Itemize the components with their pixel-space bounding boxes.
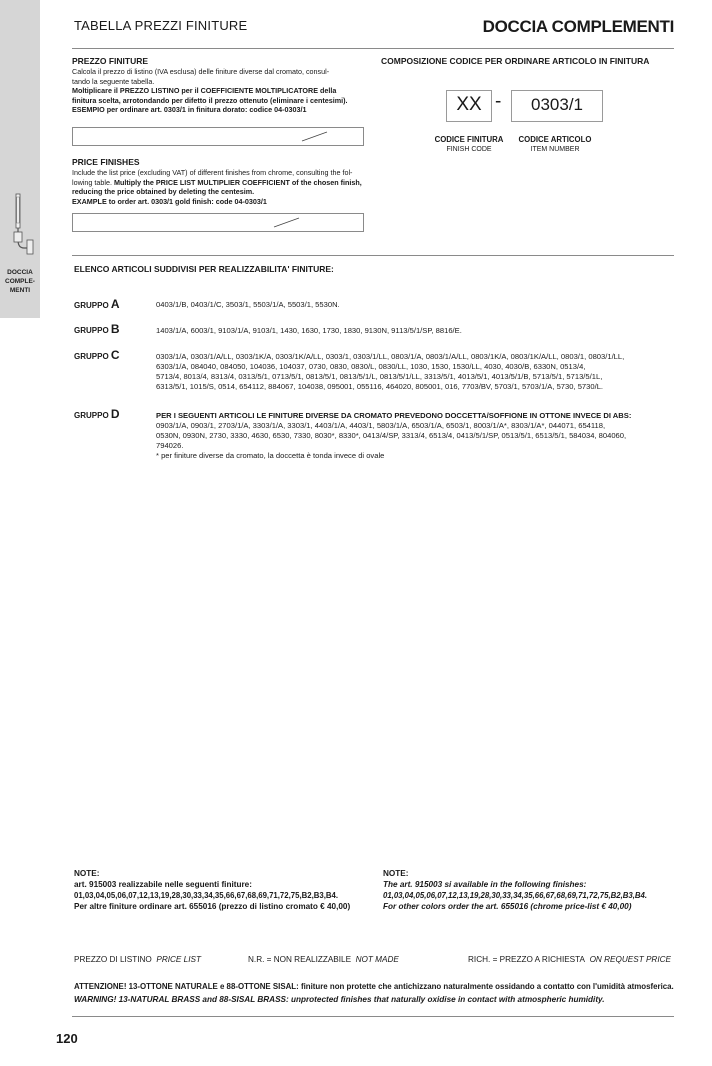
- page-number: 120: [56, 1031, 78, 1046]
- gruppo-d-label: [74, 407, 120, 421]
- note-en-line1: The art. 915003 si available in the following finishes:: [383, 880, 587, 889]
- section-divider: [72, 255, 674, 256]
- price-body: [72, 168, 372, 206]
- note-en-line2: 01,03,04,05,06,07,12,13,19,28,30,33,34,35,66,67,68,69,71,72,75,B2,B3,B4.: [383, 891, 648, 900]
- legend-on-request: [468, 955, 671, 964]
- price-slash-icon: [272, 215, 302, 229]
- legend-not-made-en: NOT MADE: [355, 955, 399, 964]
- warning-english: WARNING! 13-NATURAL BRASS and 88-SISAL BRASS: unprotected finishes that naturally oxidise in contact with atmospheric humidity.: [74, 995, 605, 1004]
- sidebar-label-line1: DOCCIA: [7, 269, 33, 276]
- footer-divider: [72, 1016, 674, 1017]
- item-number-caption: [510, 135, 600, 155]
- note-en-title: NOTE:: [383, 869, 409, 878]
- gruppo-d-footnote: * per finiture diverse da cromato, la doccetta è tonda invece di ovale: [156, 451, 385, 460]
- gruppo-d-line1: 0903/1/A, 0903/1, 2703/1/A, 3303/1/A, 3303/1, 4403/1/A, 4403/1, 5803/1/A, 6503/1/A, 6503/1, 8003/1/A*, 8303/1/A*, 044071, 654118,: [156, 421, 606, 430]
- price-line2-wrap: [72, 178, 372, 188]
- item-number-box: 0303/1: [511, 90, 603, 122]
- legend-on-request-en: ON REQUEST PRICE: [589, 955, 671, 964]
- gruppo-a-letter: A: [110, 297, 120, 311]
- prezzo-line5: ESEMPIO per ordinare art. 0303/1 in finitura dorato: codice 04-0303/1: [72, 105, 307, 115]
- gruppo-d-text: [156, 411, 676, 461]
- note-en-line3: For other colors order the art. 655016 (chrome price-list € 40,00): [383, 902, 632, 911]
- finish-code-box: XX: [446, 90, 492, 122]
- prezzo-line1: Calcola il prezzo di listino (IVA esclusa) delle finiture diverse dal cromato, consul-: [72, 67, 330, 76]
- legend-price-list-en: PRICE LIST: [156, 955, 201, 964]
- prezzo-line3: Moltiplicare il PREZZO LISTINO per il COEFFICIENTE MOLTIPLICATORE della: [72, 86, 337, 96]
- gruppo-b-letter: B: [110, 322, 120, 336]
- gruppo-d-letter: D: [110, 407, 120, 421]
- gruppo-d-line3: 794026.: [156, 441, 184, 450]
- legend-not-made-it: N.R. = NON REALIZZABILE: [248, 955, 352, 964]
- gruppo-c-letter: C: [110, 348, 120, 362]
- note-it-line3: Per altre finiture ordinare art. 655016 (prezzo di listino cromato € 40,00): [74, 902, 351, 911]
- note-it-title: NOTE:: [74, 869, 100, 878]
- gruppo-b-prefix: GRUPPO: [74, 326, 111, 335]
- gruppo-c-prefix: GRUPPO: [74, 352, 111, 361]
- item-number-caption-en: ITEM NUMBER: [530, 146, 580, 153]
- warning-italian: ATTENZIONE! 13-OTTONE NATURALE e 88-OTTONE SISAL: finiture non protette che antichizzano naturalmente ossidando a contatto con l'umidità atmosferica.: [74, 982, 674, 991]
- sidebar-label-line2: COMPLE-: [5, 278, 35, 285]
- price-line4: EXAMPLE to order art. 0303/1 gold finish: code 04-0303/1: [72, 196, 267, 206]
- gruppo-d-prefix: GRUPPO: [74, 411, 111, 420]
- gruppo-a-label: [74, 297, 120, 311]
- price-line2b: Multiply the PRICE LIST MULTIPLIER COEFFICIENT of the chosen finish,: [111, 177, 362, 187]
- legend-price-list-it: PREZZO DI LISTINO: [74, 955, 152, 964]
- gruppo-c-line4: 6313/5/1, 1015/S, 0514, 654112, 884067, 104038, 095001, 055116, 464020, 805001, 016, 7703/BV, 5703/1, 5703/1/A, 5730, 5730/L.: [156, 382, 604, 391]
- price-line1: Include the list price (excluding VAT) of different finishes from chrome, consulting the fol-: [72, 168, 353, 177]
- page-title-right: DOCCIA COMPLEMENTI: [482, 17, 674, 36]
- prezzo-body: [72, 67, 372, 115]
- price-result-box: [72, 213, 364, 232]
- composizione-title: COMPOSIZIONE CODICE PER ORDINARE ARTICOLO IN FINITURA: [381, 56, 650, 66]
- item-number-caption-it: CODICE ARTICOLO: [518, 135, 592, 144]
- code-dash: -: [495, 91, 502, 112]
- hand-shower-icon: [8, 192, 36, 258]
- gruppo-c-line2: 6303/1/A, 084040, 084050, 104036, 104037, 0730, 0830, 0830/L, 0830/LL, 1030, 1530, 1530/LL, 4030, 4030/B, 6330N, 0513/4,: [156, 362, 586, 371]
- gruppo-c-line3: 5713/4, 8013/4, 8313/4, 0313/5/1, 0713/5/1, 0813/5/1, 0813/5/1/L, 0813/5/1/LL, 3313/5/1, 4013/5/1, 4013/5/1/B, 5713/5/1, 5713/5/1L,: [156, 372, 603, 381]
- gruppo-c-label: [74, 348, 120, 362]
- note-it-line2: 01,03,04,05,06,07,12,13,19,28,30,33,34,35,66,67,68,69,71,72,75,B2,B3,B4.: [74, 891, 339, 900]
- legend-price-list: [74, 955, 201, 964]
- gruppo-a-prefix: GRUPPO: [74, 301, 111, 310]
- legend-on-request-it: RICH. = PREZZO A RICHIESTA: [468, 955, 585, 964]
- price-line3: reducing the price obtained by deleting the centesim.: [72, 187, 255, 197]
- header-divider: [72, 48, 674, 49]
- prezzo-line4: finitura scelta, arrotondando per difetto il prezzo ottenuto (eliminare i centesimi).: [72, 95, 348, 105]
- prezzo-line2: tando la seguente tabella.: [72, 76, 155, 86]
- prezzo-slash-icon: [300, 129, 330, 143]
- elenco-title: ELENCO ARTICOLI SUDDIVISI PER REALIZZABILITA' FINITURE:: [74, 264, 334, 274]
- finish-code-caption-it: CODICE FINITURA: [434, 135, 504, 144]
- note-italian: [74, 868, 374, 912]
- note-english: [383, 868, 683, 912]
- page-title-left: TABELLA PREZZI FINITURE: [74, 18, 248, 33]
- gruppo-c-text: [156, 352, 676, 392]
- gruppo-d-line2: 0530N, 0930N, 2730, 3330, 4630, 6530, 7330, 8030*, 8330*, 0413/4/SP, 3313/4, 6513/4, 0413/5/1/SP, 0513/5/1, 6513/5/1, 584034, 804060,: [156, 431, 627, 440]
- gruppo-b-label: [74, 322, 120, 336]
- sidebar-label: [0, 268, 40, 295]
- gruppo-c-line1: 0303/1/A, 0303/1/A/LL, 0303/1K/A, 0303/1K/A/LL, 0303/1, 0303/1/LL, 0803/1/A, 0803/1/A/LL, 0803/1K/A, 0803/1K/A/LL, 0803/1, 0803/1/LL,: [156, 352, 625, 361]
- prezzo-title: PREZZO FINITURE: [72, 56, 149, 66]
- finish-code-caption-en: FINISH CODE: [446, 146, 492, 153]
- finish-code-caption: [425, 135, 513, 155]
- price-line2: lowing table.: [72, 177, 112, 187]
- sidebar-label-line3: MENTI: [9, 287, 31, 294]
- gruppo-d-intro: PER I SEGUENTI ARTICOLI LE FINITURE DIVERSE DA CROMATO PREVEDONO DOCCETTA/SOFFIONE IN OTTONE INVECE DI ABS:: [156, 411, 632, 420]
- gruppo-a-text: 0403/1/B, 0403/1/C, 3503/1, 5503/1/A, 5503/1, 5530N.: [156, 300, 340, 309]
- gruppo-b-text: 1403/1/A, 6003/1, 9103/1/A, 9103/1, 1430, 1630, 1730, 1830, 9130N, 9113/5/1/SP, 8816/E.: [156, 326, 462, 335]
- note-it-line1: art. 915003 realizzabile nelle seguenti finiture:: [74, 880, 252, 889]
- price-title: PRICE FINISHES: [72, 157, 140, 167]
- legend-not-made: [248, 955, 399, 964]
